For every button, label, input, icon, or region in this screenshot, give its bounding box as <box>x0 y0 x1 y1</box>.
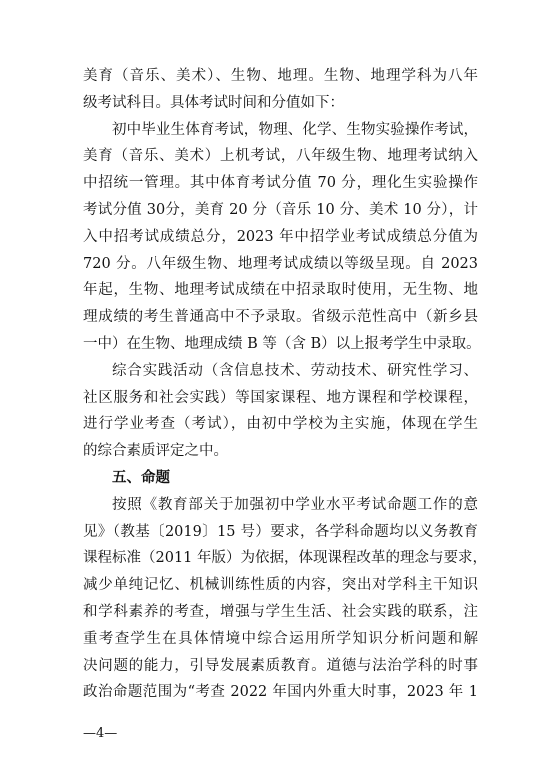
text-line: 中招统一管理。其中体育考试分值 70 分，理化生实验操作 <box>83 175 478 192</box>
text-line: 级考试科目。具体考试时间和分值如下： <box>83 94 344 111</box>
text-line: 的综合素质评定之中。 <box>83 443 228 460</box>
text-line: 720 分。八年级生物、地理考试成绩以等级呈现。自 2023 <box>83 255 478 272</box>
text-line: 理成绩的考生普通高中不予录取。省级示范性高中（新乡县 <box>83 309 478 326</box>
document-body <box>83 63 488 706</box>
text-line: 综合实践活动（含信息技术、劳动技术、研究性学习、 <box>112 362 478 379</box>
text-line: 年起，生物、地理考试成绩在中招录取时使用，无生物、地 <box>83 282 478 299</box>
text-line: 考试分值 30分，美育 20 分（音乐 10 分、美术 10 分），计 <box>83 201 478 218</box>
text-line: 社区服务和社会实践）等国家课程、地方课程和学校课程， <box>83 389 478 406</box>
text-line: 美育（音乐、美术）、生物、地理。生物、地理学科为八年 <box>83 68 478 84</box>
text-line: 按照《教育部关于加强初中学业水平考试命题工作的意 <box>112 496 478 513</box>
text-line: 减少单纯记忆、机械训练性质的内容，突出对学科主干知识 <box>83 577 478 594</box>
text-line: 进行学业考查（考试），由初中学校为主实施，体现在学生 <box>83 416 478 433</box>
page-number: —4— <box>83 726 118 741</box>
text-line: 见》（教基〔2019〕15 号）要求，各学科命题均以义务教育 <box>83 523 478 540</box>
section-heading: 五、命题 <box>112 469 170 486</box>
text-line: 和学科素养的考查，增强与学生生活、社会实践的联系，注 <box>83 603 478 620</box>
text-line: 入中招考试成绩总分，2023 年中招学业考试成绩总分值为 <box>83 228 478 245</box>
text-line: 重考查学生在具体情境中综合运用所学知识分析问题和解 <box>83 630 478 647</box>
text-line: 决问题的能力，引导发展素质教育。道德与法治学科的时事 <box>83 657 478 674</box>
text-line: 课程标准（2011 年版）为依据，体现课程改革的理念与要求， <box>83 550 488 567</box>
text-line: 一中）在生物、地理成绩 B 等（含 B）以上报考学生中录取。 <box>83 335 481 352</box>
text-line: 政治命题范围为“考查 2022 年国内外重大时事，2023 年 1 <box>83 684 478 701</box>
text-line: 初中毕业生体育考试，物理、化学、生物实验操作考试， <box>112 121 478 138</box>
text-line: 美育（音乐、美术）上机考试，八年级生物、地理考试纳入 <box>83 148 478 165</box>
